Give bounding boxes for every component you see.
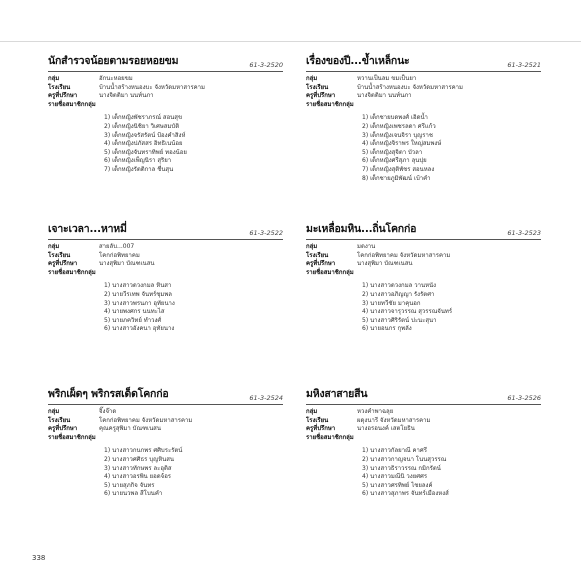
group-row xyxy=(48,408,283,417)
group-row xyxy=(48,75,283,84)
advisor-label: ครูที่ปรึกษา xyxy=(48,425,78,433)
school-label: โรงเรียน xyxy=(306,83,329,91)
member-list xyxy=(48,282,283,334)
school-value: โคกก่อพิทยาคม xyxy=(99,251,140,259)
member-item: 4) นางสาวอรพิน ยอดจ้อร xyxy=(104,473,172,481)
member-item: 6) นางสาวอังคนา อุทัยนาง xyxy=(104,325,175,333)
member-item: 1) นางสาวดวงกมล วานหนัง xyxy=(362,282,437,290)
advisor-row xyxy=(306,425,541,434)
entry-header xyxy=(306,388,541,402)
group-value: ฮักนะหอยขม xyxy=(99,75,133,82)
member-item: 1) นางสาวกัลยาณี คาศรี xyxy=(362,447,427,455)
entry-header xyxy=(48,388,283,402)
member-item: 6) นางสาวสุภาพร จันทร์เมืองหงส์ xyxy=(362,490,449,498)
member-item: 2) เด็กหญิงนิชิยา วิเศษสมบัติ xyxy=(104,122,180,130)
member-item: 2) นางสาวกาญจนา โนนสุวรรณ xyxy=(362,455,447,463)
advisor-value: นางจิตติมา นนท์นภา xyxy=(357,92,412,100)
member-item: 4) นางสาวจารุวรรณ สุวรรณจันทร์ xyxy=(362,308,453,316)
member-item: 6) เด็กหญิงเพ็ญนิรา สุริยา xyxy=(104,157,172,165)
group-value: สายลับ...007 xyxy=(99,243,135,250)
member-item: 2) นายวีรเทพ จันทร์ชุมพล xyxy=(104,290,172,298)
school-value: บ้านน้ำสร้างหนองบะ จังหวัดมหาสารคาม xyxy=(99,83,205,91)
group-value: จิ๊งจ๊าด xyxy=(99,408,117,415)
project-entry xyxy=(48,388,283,499)
school-value: โคกก่อพิทยาคม จังหวัดมหาสารคาม xyxy=(99,416,193,424)
member-item: 3) นางสาวทักษพร ละอุติส xyxy=(104,464,172,472)
project-title: มะเหลื่อมหิน...ถิ่นโคกก่อ xyxy=(306,223,417,235)
top-divider xyxy=(0,41,581,42)
member-item: 6) นายนวพล สีโบนคำ xyxy=(104,490,163,498)
school-label: โรงเรียน xyxy=(306,416,329,424)
members-heading: รายชื่อสมาชิกกลุ่ม xyxy=(306,433,354,441)
member-list xyxy=(306,114,541,183)
member-item: 6) เด็กหญิงศรีสุภา ลุนปุย xyxy=(362,157,427,165)
project-code: 61-3-2524 xyxy=(249,394,283,402)
member-list xyxy=(48,447,283,499)
member-item: 7) เด็กหญิงสุติพัชร สอนหลง xyxy=(362,165,435,173)
page-number: 338 xyxy=(32,554,46,562)
member-item: 5) เด็กหญิงสุจิตา บัวลา xyxy=(362,148,423,156)
member-item: 1) นางสาวกนกพร ศศิบระรัตน์ xyxy=(104,447,183,455)
advisor-value: นางสุพิมา บัณฑเนสน xyxy=(357,260,413,268)
advisor-label: ครูที่ปรึกษา xyxy=(306,260,336,268)
project-code: 61-3-2522 xyxy=(249,229,283,237)
member-item: 2) นางสาวศศิธร บุญหินสน xyxy=(104,455,175,463)
member-item: 7) เด็กหญิงรัตติกาล ชื่นสุน xyxy=(104,165,174,173)
school-row xyxy=(306,252,541,261)
school-label: โรงเรียน xyxy=(48,251,71,259)
school-row xyxy=(306,84,541,93)
project-entry xyxy=(48,223,283,334)
project-title: นักสำรวจน้อยตามรอยหอยขม xyxy=(48,55,179,67)
members-heading-row xyxy=(306,269,541,278)
advisor-label: ครูที่ปรึกษา xyxy=(48,260,78,268)
members-heading-row xyxy=(48,269,283,278)
project-title: มหิงสาสายสีน xyxy=(306,388,368,400)
member-list xyxy=(48,114,283,174)
project-entry xyxy=(48,55,283,175)
advisor-value: นางจิตติมา นนท์นภา xyxy=(99,92,154,100)
school-label: โรงเรียน xyxy=(48,416,71,424)
project-title: เรื่องของปี...ข้ำเหล็กนะ xyxy=(306,55,410,67)
members-heading: รายชื่อสมาชิกกลุ่ม xyxy=(48,268,96,276)
members-heading-row xyxy=(306,434,541,443)
members-heading-row xyxy=(48,101,283,110)
project-code: 61-3-2523 xyxy=(507,229,541,237)
advisor-value: นางอรอนงค์ เสตโยธิน xyxy=(357,425,415,433)
member-list xyxy=(306,282,541,334)
advisor-row xyxy=(48,260,283,269)
member-item: 5) นางสาวศิริรัตน์ ปะนะสุนา xyxy=(362,316,437,324)
project-code: 61-3-2521 xyxy=(507,61,541,69)
group-value: มดงาน xyxy=(357,243,376,250)
project-code: 61-3-2526 xyxy=(507,394,541,402)
school-row xyxy=(48,84,283,93)
group-label: กลุ่ม xyxy=(48,243,60,250)
member-item: 5) เด็กหญิงจันทราทิพย์ ทองน้อย xyxy=(104,148,187,156)
school-value: ผดุงนารี จังหวัดมหาสารคาม xyxy=(357,416,431,424)
school-label: โรงเรียน xyxy=(306,251,329,259)
title-underline xyxy=(306,239,541,240)
group-label: กลุ่ม xyxy=(48,408,60,415)
member-item: 5) นายสุภกิจ จันทร xyxy=(104,481,155,489)
project-code: 61-3-2520 xyxy=(249,61,283,69)
member-item: 3) นางสาวพรนภา อุทัยนาง xyxy=(104,299,175,307)
school-value: บ้านน้ำสร้างหนองบะ จังหวัดมหาสารคาม xyxy=(357,83,463,91)
advisor-row xyxy=(48,425,283,434)
group-label: กลุ่ม xyxy=(48,75,60,82)
member-item: 5) นายภควิทย์ ทำวงศ์ xyxy=(104,316,162,324)
project-entry xyxy=(306,223,541,334)
member-item: 6) นายอนกร กุพลัง xyxy=(362,325,412,333)
members-heading: รายชื่อสมาชิกกลุ่ม xyxy=(306,100,354,108)
entry-header xyxy=(48,55,283,69)
advisor-row xyxy=(306,260,541,269)
group-row xyxy=(48,243,283,252)
school-label: โรงเรียน xyxy=(48,83,71,91)
member-item: 5) นางสาวศรทิพย์ ไชยลงค์ xyxy=(362,481,433,489)
advisor-value: นางสุพิมา บัณฑเนสน xyxy=(99,260,155,268)
project-entry xyxy=(306,388,541,499)
member-item: 2) นางสาวอภิญญา รังรัตศา xyxy=(362,290,435,298)
group-label: กลุ่ม xyxy=(306,75,318,82)
advisor-label: ครูที่ปรึกษา xyxy=(306,425,336,433)
group-value: หวงคำพาฉลุย xyxy=(357,408,394,415)
project-entry xyxy=(306,55,541,183)
entry-header xyxy=(306,223,541,237)
member-item: 3) เด็กหญิงเจนจิรา บุญราช xyxy=(362,131,433,139)
title-underline xyxy=(306,404,541,405)
title-underline xyxy=(48,404,283,405)
group-row xyxy=(306,75,541,84)
members-heading: รายชื่อสมาชิกกลุ่ม xyxy=(48,433,96,441)
member-item: 4) นายพงศกร นนทะไส xyxy=(104,308,165,316)
member-item: 4) นางสาวมณีนิ วงยศศร xyxy=(362,473,428,481)
member-item: 3) เด็กหญิงจรัสรัตน์ ป้องคำสิงห์ xyxy=(104,131,186,139)
advisor-row xyxy=(306,92,541,101)
project-title: เจาะเวลา...หาหมี่ xyxy=(48,223,127,235)
advisor-label: ครูที่ปรึกษา xyxy=(48,92,78,100)
title-underline xyxy=(306,71,541,72)
title-underline xyxy=(48,239,283,240)
member-item: 4) เด็กหญิงปภัสสร อิทธิเนน้อย xyxy=(104,140,183,148)
title-underline xyxy=(48,71,283,72)
member-item: 4) เด็กหญิงจิราพร ใหญ่สมพงษ์ xyxy=(362,140,442,148)
group-label: กลุ่ม xyxy=(306,408,318,415)
entry-header xyxy=(48,223,283,237)
member-item: 3) นายทวีชัย มาคุนอก xyxy=(362,299,421,307)
member-item: 2) เด็กหญิงเพชรลดา ศรีแก้ว xyxy=(362,122,436,130)
school-row xyxy=(48,417,283,426)
group-label: กลุ่ม xyxy=(306,243,318,250)
member-item: 3) นางสาวธิราวรรณ กมิกรัตน์ xyxy=(362,464,441,472)
advisor-label: ครูที่ปรึกษา xyxy=(306,92,336,100)
members-heading: รายชื่อสมาชิกกลุ่ม xyxy=(48,100,96,108)
advisor-value: คุณครูสุพิมา บัณฑเนสน xyxy=(99,425,161,433)
members-heading: รายชื่อสมาชิกกลุ่ม xyxy=(306,268,354,276)
member-item: 1) นางสาวดวงกมล หินสา xyxy=(104,282,172,290)
advisor-row xyxy=(48,92,283,101)
group-row xyxy=(306,408,541,417)
group-value: หวานเป็นลม ขมเป็นยา xyxy=(357,75,417,82)
school-row xyxy=(48,252,283,261)
entry-header xyxy=(306,55,541,69)
project-title: พริกเผ็ดๆ พริกรสเด็ดโคกก่อ xyxy=(48,388,169,400)
member-item: 1) เด็กหญิงพัชราภรณ์ สอนสุข xyxy=(104,114,183,122)
group-row xyxy=(306,243,541,252)
member-list xyxy=(306,447,541,499)
school-value: โคกก่อพิทยาคม จังหวัดมหาสารคาม xyxy=(357,251,451,259)
school-row xyxy=(306,417,541,426)
members-heading-row xyxy=(306,101,541,110)
member-item: 8) เด็กชายภูมิพัฒน์ เบ้าคำ xyxy=(362,174,431,182)
members-heading-row xyxy=(48,434,283,443)
member-item: 1) เด็กชายบดพงศ์ เอิดน้ำ xyxy=(362,114,428,122)
